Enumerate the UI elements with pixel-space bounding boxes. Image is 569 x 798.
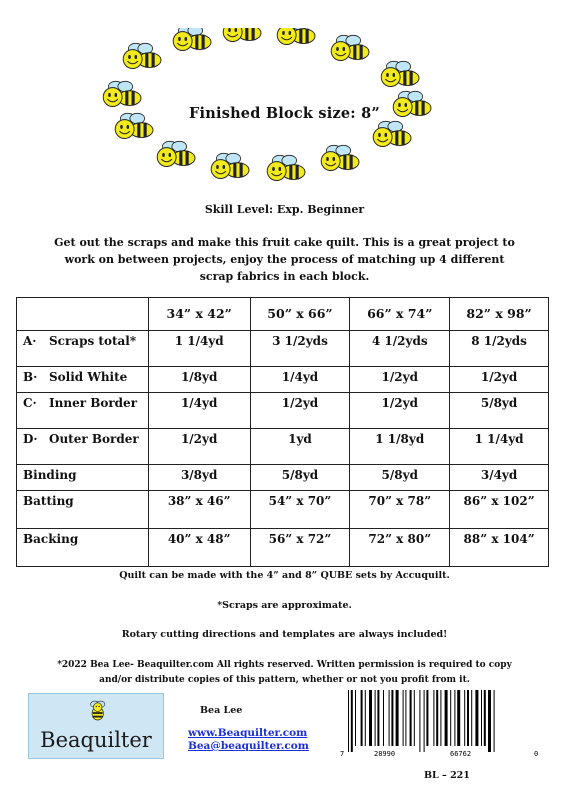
table-row [17,529,549,567]
barcode-digit: 7 [340,750,345,758]
row-label [17,529,149,567]
email-link[interactable]: Bea@beaquilter.com [188,740,309,752]
copyright-line: and/or distribute copies of this pattern, whether or not you profit from it. [99,675,470,685]
qube-note: Quilt can be made with the 4” and 8” QUBE sets by Accuquilt. [119,570,450,581]
row-letter: D· [23,432,38,446]
barcode-bar [475,690,478,746]
table-cell: 1 1/8yd [350,429,450,465]
pattern-code: BL – 221 [424,770,470,781]
barcode-bar [365,690,366,746]
intro-line: work on between projects, enjoy the process of matching up 4 different [64,253,505,266]
barcode-bar [396,690,399,746]
bee-icon [223,28,261,42]
row-label-text: Scraps total* [49,334,137,348]
barcode-bar [457,690,460,746]
table-row [17,393,549,429]
table-cell: 1/2yd [350,367,450,393]
barcode-bar [445,690,448,746]
row-label [17,367,149,393]
barcode-bar [488,690,491,752]
barcode-bar [361,690,363,746]
barcode-bar [405,690,406,746]
table-header-cell: 50” x 66” [250,298,350,331]
barcode-bar [467,690,469,746]
table-cell: 3/8yd [148,465,250,491]
intro-line: Get out the scraps and make this fruit cake quilt. This is a great project to [54,236,515,249]
author-name: Bea Lee [200,705,243,716]
barcode-bar [375,690,376,746]
table-cell: 3 1/2yds [250,331,350,367]
barcode-bar [450,690,451,746]
table-cell: 5/8yd [250,465,350,491]
bee-icon [103,81,141,106]
barcode-bar [351,690,353,752]
table-cell: 1/2yd [250,393,350,429]
table-cell: 86” x 102” [450,491,549,529]
table-cell: 54” x 70” [250,491,350,529]
table-header-cell: 34” x 42” [148,298,250,331]
row-label-text: Binding [23,468,77,482]
bee-icon [331,35,369,60]
table-cell: 1/2yd [350,393,450,429]
barcode-bar [369,690,372,746]
finished-block-size: Finished Block size: 8” [189,105,380,122]
barcode-bar [414,690,415,746]
barcode-bar [494,690,495,752]
table-cell: 70” x 78” [350,491,450,529]
intro-paragraph [26,234,543,285]
row-letter: A· [23,334,37,348]
table-row [17,331,549,367]
bee-icon [157,141,195,166]
table-cell: 1 1/4yd [450,429,549,465]
row-label-text: Batting [23,494,74,508]
barcode-digit: 28990 [374,750,396,758]
row-label-text: Backing [23,532,79,546]
row-label [17,331,149,367]
barcode-bar [377,690,379,746]
bee-icon [381,61,419,86]
barcode-bar [481,690,482,746]
table-cell: 1/8yd [148,367,250,393]
table-cell: 40” x 48” [148,529,250,567]
bee-icon [82,696,112,724]
table-header-cell: 82” x 98” [450,298,549,331]
row-letter: C· [23,396,37,410]
barcode-bar [410,690,412,746]
logo-text: Beaquilter [40,728,152,752]
table-row [17,429,549,465]
row-label-text: Solid White [49,370,128,384]
intro-line: scrap fabrics in each block. [199,270,370,283]
table-row [17,367,549,393]
table-cell: 1yd [250,429,350,465]
bee-icon [373,121,411,146]
barcode-bar [440,690,441,746]
barcode-bar [389,690,390,746]
barcode-bar [383,690,384,746]
rotary-note: Rotary cutting directions and templates are always included! [121,629,448,640]
table-header-cell: 66” x 74” [350,298,450,331]
table-header-cell [17,298,149,331]
barcode-bar [433,690,434,746]
table-cell: 3/4yd [450,465,549,491]
scraps-note: *Scraps are approximate. [217,600,352,611]
row-label [17,491,149,529]
barcode-bar [403,690,404,746]
barcode-bar [484,690,486,746]
barcode-bar [471,690,472,746]
table-cell: 5/8yd [350,465,450,491]
bee-icon [123,43,161,68]
row-label-text: Outer Border [49,432,139,446]
bee-icon [173,28,211,51]
barcode-bar [355,690,356,746]
fabric-requirements-table [16,297,549,567]
row-label [17,429,149,465]
bee-icon [321,145,359,170]
bee-icon [267,155,305,180]
row-label [17,465,149,491]
barcode-bar [391,690,393,746]
bee-icon [277,28,315,45]
barcode-bar [454,690,455,746]
website-link[interactable]: www.Beaquilter.com [188,727,308,739]
table-header-row [17,298,549,331]
beaquilter-logo [28,693,164,759]
barcode [338,690,544,758]
bee-icon [211,153,249,178]
row-label [17,393,149,429]
table-cell: 88” x 104” [450,529,549,567]
table-row [17,465,549,491]
barcode-digit: 0 [534,750,539,758]
table-cell: 38” x 46” [148,491,250,529]
table-cell: 1/4yd [250,367,350,393]
copyright-line: *2022 Bea Lee- Beaquilter.com All rights reserved. Written permission is required to copy [57,660,512,670]
table-cell: 72” x 80” [350,529,450,567]
barcode-bar [419,690,420,752]
row-label-text: Inner Border [49,396,138,410]
barcode-digit: 66762 [450,750,472,758]
table-cell: 1 1/4yd [148,331,250,367]
table-cell: 1/2yd [148,429,250,465]
barcode-bar [426,690,428,746]
table-cell: 1/4yd [148,393,250,429]
table-cell: 5/8yd [450,393,549,429]
skill-level: Skill Level: Exp. Beginner [204,203,365,216]
table-cell: 8 1/2yds [450,331,549,367]
barcode-bar [424,690,425,752]
barcode-bar [464,690,465,746]
barcode-bar [436,690,438,746]
table-row [17,491,549,529]
table-cell: 56” x 72” [250,529,350,567]
table-cell: 1/2yd [450,367,549,393]
copyright-notice [30,658,539,688]
barcode-bar [348,690,349,752]
table-cell: 4 1/2yds [350,331,450,367]
row-letter: B· [23,370,38,384]
